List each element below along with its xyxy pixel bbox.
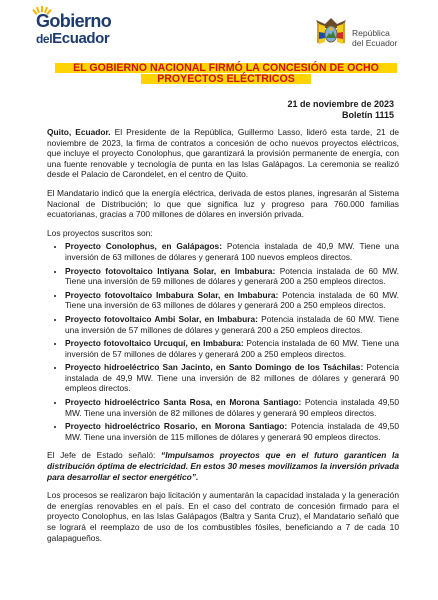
document-header (0, 0, 438, 56)
dateline: Quito, Ecuador. (47, 127, 111, 137)
paragraph-mandatario: El Mandatario indicó que la energía eléctrica, derivada de estos planes, ingresarán al Sistema Nacional de Distribución; lo que que significa luz y progreso para 760.000 familias ecuatorianas, gracias a 700 millones de dólares en inversión privada. (47, 187, 399, 220)
project-name: Proyecto fotovoltaico Imbabura Solar, en Imbabura: (65, 289, 279, 300)
date-block (287, 99, 394, 121)
bulletin-number: Boletín 1115 (341, 110, 394, 120)
list-item (65, 362, 399, 394)
project-name: Proyecto fotovoltaico Ambi Solar, en Imbabura: (65, 313, 258, 324)
project-name: Proyecto hidroeléctrico San Jacinto, en Santo Domingo de los Tsáchilas: (65, 362, 364, 373)
president-quote: “Impulsamos proyectos que en el futuro garanticen la distribución óptima de electricidad. En estos 30 meses movilizamos la inversión privada para desarrollar el sector energético”. (47, 450, 400, 482)
project-detail: Potencia instalada de 40,9 MW. Tiene una inversión de 63 millones de dólares y generará 100 nuevos empleos directos. (65, 241, 399, 262)
logo-ecuador-word: Ecuador (52, 30, 110, 47)
project-name: Proyecto fotovoltaico Intiyana Solar, en Imbabura: (65, 265, 276, 276)
project-name: Proyecto Conolophus, en Galápagos: (65, 241, 222, 252)
project-detail: Potencia instalada de 60 MW. Tiene una inversión de 57 millones de dólares y generará 200 a 250 empleos directos. (65, 338, 399, 359)
list-item (65, 266, 399, 287)
republica-del-ecuador-label (352, 28, 397, 48)
release-date: 21 de noviembre de 2023 (287, 99, 394, 109)
paragraph-quote (47, 450, 399, 482)
project-name: Proyecto fotovoltaico Urcuquí, en Imbabura: (65, 338, 244, 349)
logo-gobierno-text: Gobierno (36, 11, 112, 31)
project-name: Proyecto hidroeléctrico Santa Rosa, en Morona Santiago: (65, 397, 302, 408)
list-item (65, 397, 399, 418)
list-item (65, 314, 399, 335)
list-item (65, 338, 399, 359)
republica-line1: República (352, 28, 390, 38)
projects-intro: Los proyectos suscritos son: (47, 227, 153, 238)
title-text (55, 63, 397, 85)
paragraph-intro-text: El Presidente de la República, Guillermo Lasso, lideró esta tarde, 21 de noviembre de 2023, la firma de contratos a concesión de ocho nuevos proyectos eléctricos, que incluye el proyecto Conolophus, que garantizará la provisión permanente de energía, con una fuente renovable y tecnología de punta en las Islas Galápagos. La ceremonia se realizó desde el Palacio de Carondelet, en el centro de Quito. (47, 127, 400, 180)
projects-list (47, 241, 399, 442)
project-detail: Potencia instalada de 60 MW. Tiene una inversión de 63 millones de dólares y generará 200 a 250 empleos directos. (65, 289, 399, 311)
paragraph-intro (47, 127, 399, 180)
republica-line2: del Ecuador (352, 38, 398, 48)
quote-lead: El Jefe de Estado señaló: (47, 450, 162, 461)
document-body (47, 127, 399, 551)
project-detail: Potencia instalada de 49,9 MW. Tiene una inversión de 82 millones de dólares y generará 90 empleos directos. (65, 362, 399, 394)
list-item (65, 241, 399, 262)
coat-of-arms-icon (314, 14, 348, 46)
project-detail: Potencia instalada de 60 MW. Tiene una inversión de 59 millones de dólares y generará 200 a 250 empleos directos. (65, 265, 399, 287)
list-item (65, 421, 399, 442)
logo-del-text: del (36, 32, 53, 46)
project-name: Proyecto hidroeléctrico Rosario, en Morona Santiago: (65, 421, 288, 432)
press-release-title (55, 63, 397, 85)
paragraph-processes: Los procesos se realizaron bajo licitación y aumentarán la capacidad instalada y la generación de energías renovables en el país. En el caso del contrato de concesión firmado para el proyecto Conolophus, en las Islas Galápagos (Baltra y Santa Cruz), el Mandatario señaló que se logrará el reemplazo de uso de los combustibles fósiles, beneficiando a 7 de cada 10 galapagueños. (47, 490, 399, 543)
logo-ecuador-text (36, 31, 111, 47)
project-detail: Potencia instalada de 60 MW. Tiene una inversión de 57 millones de dólares y generará 200 a 250 empleos directos. (65, 313, 400, 335)
title-line2: PROYECTOS ELÉCTRICOS (157, 73, 295, 85)
project-detail: Potencia instalada de 49,50 MW. Tiene una inversión de 115 millones de dólares y generará 90 empleos directos. (65, 421, 399, 442)
title-line1: EL GOBIERNO NACIONAL FIRMÓ LA CONCESIÓN DE OCHO (73, 62, 379, 74)
list-item (65, 290, 399, 311)
gobierno-del-ecuador-logo (36, 12, 111, 47)
project-detail: Potencia instalada 49,50 MW. Tiene una inversión de 82 millones de dólares y generará 90 empleos directos. (65, 397, 399, 418)
